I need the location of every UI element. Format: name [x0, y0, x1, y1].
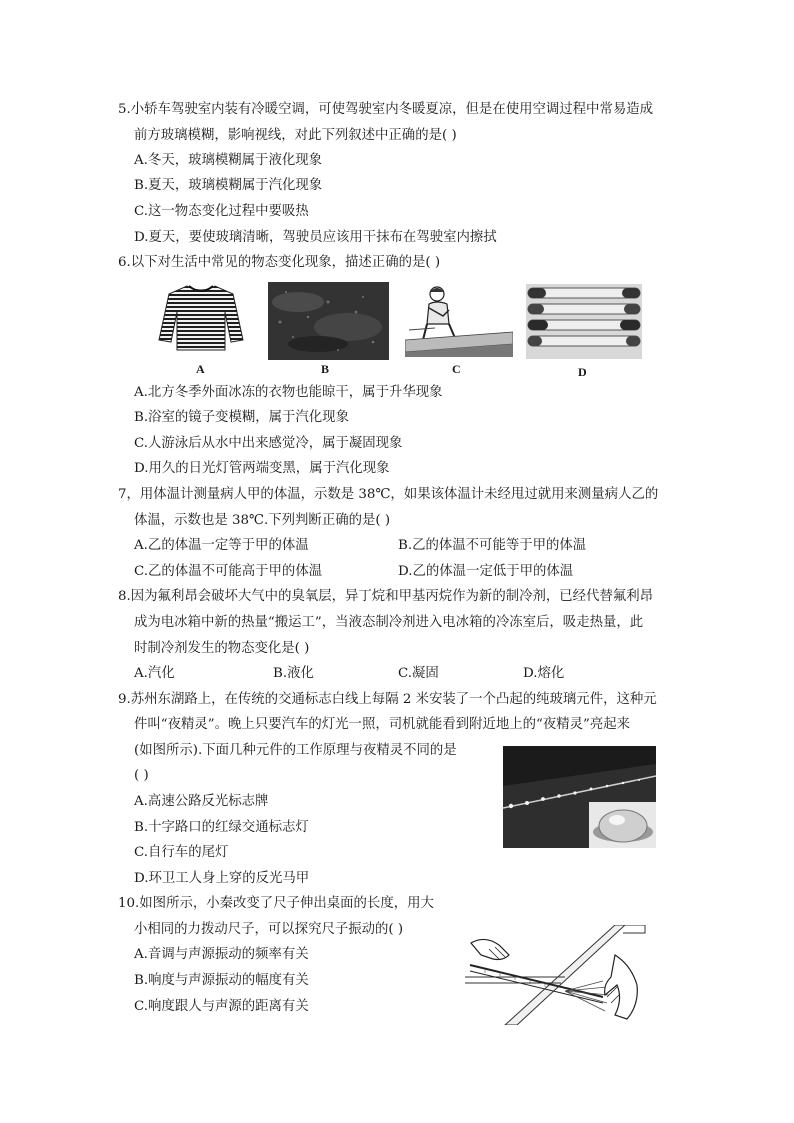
q7-option-a: A.乙的体温一定等于甲的体温 — [134, 538, 309, 553]
q8-option-a: A.汽化 — [134, 666, 175, 681]
q5-option-d: D.夏天，要使玻璃清晰，驾驶员应该用干抹布在驾驶室内擦拭 — [134, 230, 497, 245]
fluorescent-tubes-image — [526, 284, 642, 359]
q7-option-b: B.乙的体温不可能等于甲的体温 — [398, 538, 587, 553]
q9-stem-line3: (如图所示).下面几种元件的工作原理与夜精灵不同的是 — [134, 743, 457, 758]
q6-stem: 6.以下对生活中常见的物态变化现象，描述正确的是( ) — [118, 255, 441, 270]
sweater-image — [157, 282, 245, 352]
q8-option-c: C.凝固 — [398, 666, 439, 681]
image-label-b: B — [321, 362, 330, 376]
q7-option-c: C.乙的体温不可能高于甲的体温 — [134, 564, 323, 579]
q8-option-d: D.熔化 — [523, 666, 565, 681]
q8-stem-line2: 成为电冰箱中新的热量“搬运工”，当液态制冷剂进入电冰箱的冷冻室后，吸走热量，此 — [134, 615, 644, 630]
q9-option-a: A.高速公路反光标志牌 — [134, 794, 269, 809]
q6-option-a: A.北方冬季外面冰冻的衣物也能晾干，属于升华现象 — [134, 385, 443, 400]
q10-stem-line1: 10.如图所示，小秦改变了尺子伸出桌面的长度，用大 — [118, 896, 434, 911]
q5-stem-line2: 前方玻璃模糊，影响视线，对此下列叙述中正确的是( ) — [134, 128, 457, 143]
q5-stem-line1: 5.小轿车驾驶室内装有冷暖空调，可使驾驶室内冬暖夏凉，但是在使用空调过程中常易造成 — [118, 102, 654, 117]
q8-option-b: B.液化 — [273, 666, 314, 681]
image-label-a: A — [196, 362, 205, 376]
q7-stem-line2: 体温，示数也是 38℃.下列判断正确的是( ) — [134, 513, 391, 528]
q9-option-d: D.环卫工人身上穿的反光马甲 — [134, 871, 310, 886]
q9-stem-line4: ( ) — [134, 768, 149, 783]
foggy-mirror-image — [268, 282, 389, 360]
q10-option-c: C.响度跟人与声源的距离有关 — [134, 999, 309, 1014]
image-label-c: C — [452, 362, 461, 376]
q5-option-a: A.冬天，玻璃模糊属于液化现象 — [134, 153, 323, 168]
q9-stem-line1: 9.苏州东湖路上，在传统的交通标志白线上每隔 2 米安装了一个凸起的纯玻璃元件，这种元 — [118, 692, 657, 707]
q9-option-c: C.自行车的尾灯 — [134, 845, 229, 860]
q6-option-d: D.用久的日光灯管两端变黑，属于汽化现象 — [134, 461, 390, 476]
night-road-reflector-image — [503, 746, 656, 848]
q9-option-b: B.十字路口的红绿交通标志灯 — [134, 820, 309, 835]
q8-stem-line1: 8.因为氟利昂会破坏大气中的臭氧层，异丁烷和甲基丙烷作为新的制冷剂，已经代替氟利昂 — [118, 589, 654, 604]
q5-option-b: B.夏天，玻璃模糊属于汽化现象 — [134, 178, 323, 193]
q9-stem-line2: 件叫“夜精灵”。晚上只要汽车的灯光一照，司机就能看到附近地上的“夜精灵”亮起来 — [134, 717, 631, 732]
q10-option-b: B.响度与声源振动的幅度有关 — [134, 973, 309, 988]
ruler-vibration-image — [465, 925, 647, 1025]
q8-stem-line3: 时制冷剂发生的物态变化是( ) — [134, 641, 310, 656]
q10-stem-line2: 小相同的力拨动尺子，可以探究尺子振动的( ) — [134, 922, 404, 937]
swimmer-image — [405, 282, 513, 357]
q10-option-a: A.音调与声源振动的频率有关 — [134, 947, 309, 962]
q6-option-c: C.人游泳后从水中出来感觉冷，属于凝固现象 — [134, 436, 403, 451]
q5-option-c: C.这一物态变化过程中要吸热 — [134, 204, 309, 219]
image-label-d: D — [578, 365, 587, 379]
q7-option-d: D.乙的体温一定低于甲的体温 — [398, 564, 574, 579]
q6-option-b: B.浴室的镜子变模糊，属于汽化现象 — [134, 410, 349, 425]
q7-stem-line1: 7，用体温计测量病人甲的体温，示数是 38℃，如果该体温计未经甩过就用来测量病人乙的 — [118, 487, 659, 502]
